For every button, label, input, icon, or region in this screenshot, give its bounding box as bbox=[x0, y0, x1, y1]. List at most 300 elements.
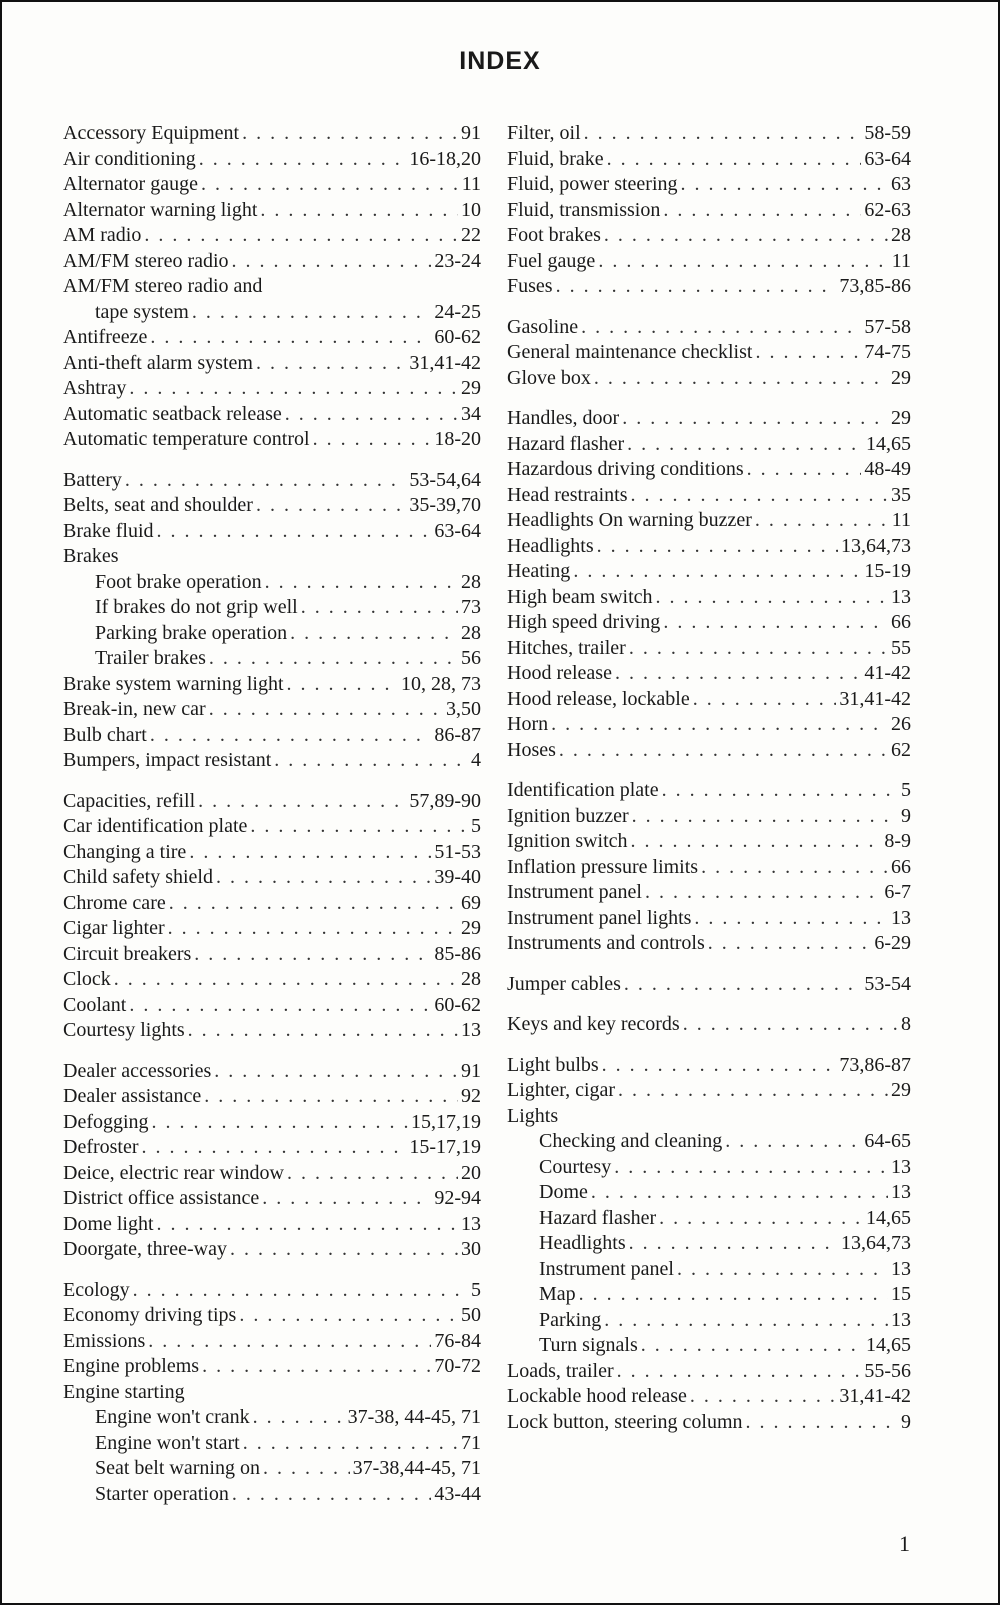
dot-leader bbox=[594, 367, 888, 390]
index-entry bbox=[63, 596, 481, 622]
index-entry bbox=[63, 1136, 481, 1162]
entry-pages: 8-9 bbox=[884, 830, 911, 852]
entry-pages: 60-62 bbox=[434, 993, 481, 1016]
dot-leader bbox=[242, 122, 458, 145]
dot-leader bbox=[287, 673, 398, 696]
index-entry bbox=[507, 973, 911, 999]
index-entry bbox=[507, 484, 911, 510]
entry-pages: 29 bbox=[891, 366, 911, 389]
entry-term: Emissions bbox=[63, 1329, 146, 1352]
entry-pages: 13 bbox=[461, 1019, 481, 1041]
dot-leader bbox=[157, 1213, 458, 1236]
entry-pages: 11 bbox=[461, 173, 481, 195]
index-entry bbox=[63, 571, 481, 597]
index-entry bbox=[507, 1013, 911, 1039]
entry-term: Lights bbox=[507, 1104, 559, 1127]
dot-leader bbox=[683, 1013, 898, 1036]
index-entry bbox=[63, 1457, 481, 1483]
entry-term: Instruments and controls bbox=[507, 932, 705, 954]
dot-leader bbox=[243, 1432, 458, 1455]
index-entry bbox=[507, 367, 911, 393]
entry-term: Courtesy lights bbox=[63, 1019, 185, 1041]
dot-leader bbox=[746, 1411, 898, 1434]
index-entry bbox=[507, 433, 911, 459]
dot-leader bbox=[144, 224, 458, 247]
entry-pages: 53-54 bbox=[864, 972, 911, 995]
index-entry bbox=[507, 535, 911, 561]
entry-pages: 64-65 bbox=[864, 1130, 911, 1152]
entry-pages: 57,89-90 bbox=[409, 789, 481, 812]
index-entry bbox=[63, 673, 481, 699]
entry-pages: 15-19 bbox=[864, 560, 911, 582]
entry-pages: 86-87 bbox=[434, 723, 481, 746]
dot-leader bbox=[659, 1207, 863, 1230]
entry-term: Car identification plate bbox=[63, 815, 248, 837]
entry-term: Headlights bbox=[539, 1232, 626, 1254]
entry-pages: 70-72 bbox=[434, 1355, 481, 1377]
dot-leader bbox=[631, 830, 882, 853]
dot-leader bbox=[214, 1060, 458, 1083]
entry-pages: 22 bbox=[461, 224, 481, 246]
entry-pages: 48-49 bbox=[864, 458, 911, 480]
index-entry bbox=[63, 122, 481, 148]
entry-pages: 30 bbox=[461, 1238, 481, 1260]
dot-leader bbox=[262, 1187, 431, 1210]
index-entry bbox=[63, 428, 481, 454]
index-entry bbox=[507, 1385, 911, 1411]
entry-pages: 4 bbox=[471, 749, 481, 771]
entry-term: Starter operation bbox=[95, 1482, 229, 1505]
entry-pages: 15,17,19 bbox=[411, 1110, 481, 1133]
entry-term: Courtesy bbox=[539, 1155, 612, 1178]
entry-pages: 24-25 bbox=[434, 300, 481, 323]
index-entry bbox=[63, 199, 481, 225]
index-entry bbox=[507, 199, 911, 225]
dot-leader bbox=[263, 1457, 350, 1480]
index-entry bbox=[63, 1019, 481, 1045]
index-entry bbox=[63, 1330, 481, 1356]
entry-pages: 85-86 bbox=[434, 942, 481, 965]
index-entry bbox=[507, 662, 911, 688]
index-entry bbox=[507, 560, 911, 586]
dot-leader bbox=[551, 713, 888, 736]
dot-leader bbox=[188, 1019, 458, 1042]
dot-leader bbox=[232, 250, 432, 273]
entry-term: Headlights On warning buzzer bbox=[507, 509, 752, 531]
dot-leader bbox=[232, 1483, 431, 1506]
entry-term: Brakes bbox=[63, 545, 119, 567]
entry-term: Fluid, transmission bbox=[507, 198, 661, 221]
dot-leader bbox=[708, 932, 872, 955]
dot-leader bbox=[169, 892, 458, 915]
entry-pages: 71 bbox=[461, 1431, 481, 1454]
entry-term: Ignition switch bbox=[507, 830, 628, 852]
dot-leader bbox=[604, 224, 888, 247]
entry-term: Economy driving tips bbox=[63, 1304, 237, 1326]
index-entry bbox=[63, 301, 481, 327]
entry-term: Checking and cleaning bbox=[539, 1130, 723, 1152]
entry-pages: 11 bbox=[891, 249, 911, 272]
entry-term: tape system bbox=[95, 300, 189, 323]
entry-term: Glove box bbox=[507, 366, 591, 389]
entry-term: If brakes do not grip well bbox=[95, 596, 298, 618]
entry-pages: 43-44 bbox=[434, 1482, 481, 1505]
entry-pages: 6-7 bbox=[884, 881, 911, 903]
entry-term: Ashtray bbox=[63, 377, 127, 399]
dot-leader bbox=[747, 458, 862, 481]
entry-term: Ecology bbox=[63, 1278, 130, 1301]
dot-leader bbox=[602, 1054, 837, 1077]
dot-leader bbox=[629, 1232, 838, 1255]
entry-term: AM/FM stereo radio bbox=[63, 249, 229, 272]
entry-pages: 57-58 bbox=[864, 315, 911, 338]
index-entry bbox=[507, 1334, 911, 1360]
entry-pages: 60-62 bbox=[434, 326, 481, 348]
index-entry bbox=[63, 403, 481, 429]
entry-term: Instrument panel bbox=[507, 881, 642, 903]
entry-term: Horn bbox=[507, 713, 549, 735]
dot-leader bbox=[725, 1130, 861, 1153]
dot-leader bbox=[253, 1406, 345, 1429]
entry-pages: 3,50 bbox=[446, 698, 481, 720]
index-entry bbox=[507, 1283, 911, 1309]
dot-leader bbox=[129, 377, 458, 400]
index-entry bbox=[63, 1483, 481, 1509]
page-number: 1 bbox=[899, 1531, 910, 1556]
entry-term: Battery bbox=[63, 468, 122, 491]
entry-term: Brake system warning light bbox=[63, 672, 284, 695]
entry-term: Filter, oil bbox=[507, 122, 581, 144]
entry-term: Lockable hood release bbox=[507, 1385, 687, 1407]
entry-pages: 5 bbox=[471, 1278, 481, 1301]
entry-term: Hazard flasher bbox=[539, 1206, 657, 1229]
entry-pages: 28 bbox=[461, 621, 481, 644]
entry-term: Heating bbox=[507, 560, 571, 582]
entry-pages: 53-54,64 bbox=[409, 468, 481, 491]
index-entry bbox=[507, 509, 911, 535]
entry-pages: 29 bbox=[461, 377, 481, 399]
dot-leader bbox=[597, 535, 838, 558]
index-entry bbox=[63, 943, 481, 969]
entry-pages: 14,65 bbox=[866, 1206, 911, 1229]
entry-term: Hazard flasher bbox=[507, 432, 625, 455]
index-entry bbox=[63, 968, 481, 994]
entry-term: Coolant bbox=[63, 993, 127, 1016]
dot-leader bbox=[201, 173, 459, 196]
index-entry bbox=[63, 1355, 481, 1381]
index-entry bbox=[63, 622, 481, 648]
entry-pages: 35 bbox=[891, 483, 911, 506]
dot-leader bbox=[632, 805, 898, 828]
entry-pages: 55 bbox=[891, 636, 911, 659]
index-entry bbox=[507, 1054, 911, 1080]
entry-term: Fluid, power steering bbox=[507, 173, 678, 195]
index-entry bbox=[507, 224, 911, 250]
entry-term: Bulb chart bbox=[63, 723, 147, 746]
entry-term: Hood release, lockable bbox=[507, 687, 690, 710]
dot-leader bbox=[285, 403, 458, 426]
index-entry bbox=[507, 932, 911, 958]
dot-leader bbox=[198, 790, 406, 813]
index-entry bbox=[63, 1060, 481, 1086]
entry-pages: 58-59 bbox=[864, 122, 911, 144]
index-entry bbox=[63, 545, 481, 571]
index-entry bbox=[507, 688, 911, 714]
dot-leader bbox=[627, 433, 863, 456]
entry-term: Parking brake operation bbox=[95, 621, 288, 644]
index-entry bbox=[63, 1162, 481, 1188]
entry-term: Inflation pressure limits bbox=[507, 855, 699, 878]
index-entry bbox=[63, 1279, 481, 1305]
dot-leader bbox=[662, 779, 898, 802]
index-entry bbox=[63, 724, 481, 750]
entry-pages: 66 bbox=[891, 855, 911, 878]
index-entry bbox=[63, 1304, 481, 1330]
entry-term: Antifreeze bbox=[63, 326, 148, 348]
dot-leader bbox=[624, 973, 861, 996]
dot-leader bbox=[114, 968, 458, 991]
entry-pages: 50 bbox=[461, 1304, 481, 1326]
entry-term: Instrument panel lights bbox=[507, 906, 692, 929]
index-entry bbox=[507, 739, 911, 765]
dot-leader bbox=[677, 1258, 888, 1281]
entry-term: Accessory Equipment bbox=[63, 122, 240, 144]
dot-leader bbox=[157, 520, 432, 543]
entry-pages: 31,41-42 bbox=[409, 351, 481, 374]
dot-leader bbox=[618, 1079, 888, 1102]
entry-pages: 8 bbox=[901, 1013, 911, 1035]
entry-term: Changing a tire bbox=[63, 840, 187, 863]
entry-term: Map bbox=[539, 1283, 576, 1305]
dot-leader bbox=[645, 881, 881, 904]
entry-pages: 73 bbox=[461, 596, 481, 618]
entry-pages: 29 bbox=[461, 917, 481, 939]
index-entry bbox=[507, 1156, 911, 1182]
entry-term: Dealer accessories bbox=[63, 1059, 212, 1082]
entry-term: Hitches, trailer bbox=[507, 636, 626, 659]
index-entry bbox=[507, 1181, 911, 1207]
entry-pages: 91 bbox=[461, 122, 481, 144]
dot-leader bbox=[573, 560, 861, 583]
entry-pages: 62-63 bbox=[864, 198, 911, 221]
entry-term: Loads, trailer bbox=[507, 1359, 614, 1382]
entry-pages: 63-64 bbox=[434, 519, 481, 542]
dot-leader bbox=[629, 637, 888, 660]
entry-pages: 74-75 bbox=[864, 341, 911, 363]
dot-leader bbox=[663, 611, 888, 634]
entry-pages: 76-84 bbox=[434, 1329, 481, 1352]
entry-term: Cigar lighter bbox=[63, 917, 165, 939]
index-entry bbox=[507, 907, 911, 933]
entry-pages: 13 bbox=[891, 1308, 911, 1331]
index-entry bbox=[507, 713, 911, 739]
entry-pages: 26 bbox=[891, 713, 911, 735]
dot-leader bbox=[614, 1156, 888, 1179]
dot-leader bbox=[681, 173, 888, 196]
entry-term: Identification plate bbox=[507, 779, 659, 801]
dot-leader bbox=[584, 122, 862, 145]
index-entry bbox=[63, 520, 481, 546]
index-entry bbox=[63, 892, 481, 918]
index-entry bbox=[507, 1309, 911, 1335]
dot-leader bbox=[556, 275, 837, 298]
index-entry bbox=[63, 1432, 481, 1458]
dot-leader bbox=[199, 148, 407, 171]
entry-term: AM radio bbox=[63, 224, 142, 246]
index-entry bbox=[63, 1381, 481, 1407]
entry-term: Head restraints bbox=[507, 483, 628, 506]
entry-term: Child safety shield bbox=[63, 866, 213, 888]
dot-leader bbox=[663, 199, 861, 222]
entry-term: Dealer assistance bbox=[63, 1085, 202, 1107]
entry-pages: 20 bbox=[461, 1161, 481, 1184]
dot-leader bbox=[274, 749, 468, 772]
index-entry bbox=[63, 749, 481, 775]
dot-leader bbox=[148, 1330, 431, 1353]
entry-pages: 41-42 bbox=[864, 662, 911, 684]
dot-leader bbox=[287, 1162, 458, 1185]
entry-term: Hoses bbox=[507, 738, 556, 761]
entry-pages: 73,85-86 bbox=[839, 275, 911, 297]
entry-pages: 9 bbox=[901, 1410, 911, 1433]
entry-pages: 9 bbox=[901, 804, 911, 827]
entry-term: Air conditioning bbox=[63, 147, 196, 170]
entry-pages: 91 bbox=[461, 1059, 481, 1082]
index-entry bbox=[63, 994, 481, 1020]
dot-leader bbox=[615, 662, 861, 685]
entry-term: Hood release bbox=[507, 662, 612, 684]
index-entry bbox=[507, 1232, 911, 1258]
index-entry bbox=[507, 316, 911, 342]
dot-leader bbox=[256, 494, 406, 517]
entry-term: Automatic seatback release bbox=[63, 402, 282, 425]
index-entry bbox=[507, 122, 911, 148]
dot-leader bbox=[607, 148, 862, 171]
entry-term: Fuel gauge bbox=[507, 249, 596, 272]
index-entry bbox=[507, 1258, 911, 1284]
index-entry bbox=[63, 148, 481, 174]
entry-term: Ignition buzzer bbox=[507, 804, 629, 827]
dot-leader bbox=[216, 866, 431, 889]
entry-term: Defogging bbox=[63, 1110, 149, 1133]
dot-leader bbox=[129, 994, 431, 1017]
entry-pages: 73,86-87 bbox=[839, 1053, 911, 1076]
entry-term: Deice, electric rear window bbox=[63, 1161, 284, 1184]
dot-leader bbox=[579, 1283, 888, 1306]
entry-pages: 29 bbox=[891, 1079, 911, 1101]
entry-term: Seat belt warning on bbox=[95, 1457, 260, 1479]
entry-pages: 92 bbox=[461, 1085, 481, 1107]
entry-pages: 28 bbox=[461, 968, 481, 990]
entry-pages: 5 bbox=[901, 779, 911, 801]
index-entry bbox=[507, 341, 911, 367]
dot-leader bbox=[209, 647, 458, 670]
entry-pages: 63 bbox=[891, 173, 911, 195]
index-entry bbox=[63, 275, 481, 301]
index-entry bbox=[63, 352, 481, 378]
dot-leader bbox=[690, 1385, 836, 1408]
dot-leader bbox=[313, 428, 432, 451]
index-entry bbox=[507, 856, 911, 882]
entry-pages: 35-39,70 bbox=[409, 494, 481, 516]
entry-pages: 62 bbox=[891, 738, 911, 761]
dot-leader bbox=[591, 1181, 888, 1204]
entry-term: Dome light bbox=[63, 1212, 154, 1235]
entry-pages: 10, 28, 73 bbox=[401, 672, 481, 695]
dot-leader bbox=[194, 943, 431, 966]
entry-pages: 10 bbox=[461, 198, 481, 221]
entry-term: Handles, door bbox=[507, 407, 620, 429]
index-entry bbox=[63, 841, 481, 867]
entry-pages: 56 bbox=[461, 647, 481, 669]
entry-term: Dome bbox=[539, 1181, 588, 1203]
entry-pages: 34 bbox=[461, 402, 481, 425]
entry-pages: 14,65 bbox=[866, 1334, 911, 1356]
index-entry bbox=[507, 881, 911, 907]
entry-term: Gasoline bbox=[507, 315, 579, 338]
entry-term: Circuit breakers bbox=[63, 942, 192, 965]
dot-leader bbox=[209, 698, 443, 721]
dot-leader bbox=[192, 301, 431, 324]
dot-leader bbox=[617, 1360, 862, 1383]
entry-term: District office assistance bbox=[63, 1187, 260, 1209]
entry-term: Automatic temperature control bbox=[63, 428, 310, 450]
dot-leader bbox=[622, 407, 888, 430]
entry-term: Keys and key records bbox=[507, 1013, 680, 1035]
entry-pages: 13 bbox=[891, 1181, 911, 1203]
entry-term: Fluid, brake bbox=[507, 147, 604, 170]
entry-term: Engine won't start bbox=[95, 1431, 240, 1454]
entry-term: Foot brake operation bbox=[95, 570, 262, 593]
index-entry bbox=[507, 458, 911, 484]
index-entry bbox=[507, 1207, 911, 1233]
entry-term: General maintenance checklist bbox=[507, 341, 753, 363]
index-entry bbox=[507, 805, 911, 831]
index-entry bbox=[63, 1406, 481, 1432]
entry-term: High speed driving bbox=[507, 611, 661, 633]
index-entry bbox=[63, 326, 481, 352]
dot-leader bbox=[604, 1309, 888, 1332]
dot-leader bbox=[260, 199, 458, 222]
entry-term: Anti-theft alarm system bbox=[63, 351, 253, 374]
entry-term: Brake fluid bbox=[63, 519, 154, 542]
entry-pages: 6-29 bbox=[874, 932, 911, 954]
entry-pages: 13 bbox=[891, 585, 911, 608]
dot-leader bbox=[631, 484, 888, 507]
dot-leader bbox=[239, 1304, 458, 1327]
index-entry bbox=[63, 224, 481, 250]
index-entry bbox=[63, 866, 481, 892]
index-entry bbox=[507, 1130, 911, 1156]
entry-term: Light bulbs bbox=[507, 1053, 599, 1076]
entry-pages: 63-64 bbox=[864, 147, 911, 170]
index-entry bbox=[507, 637, 911, 663]
dot-leader bbox=[694, 907, 888, 930]
entry-term: Bumpers, impact resistant bbox=[63, 749, 272, 771]
index-entry bbox=[507, 830, 911, 856]
index-entry bbox=[63, 250, 481, 276]
index-entry bbox=[507, 1079, 911, 1105]
entry-pages: 5 bbox=[471, 815, 481, 837]
entry-pages: 11 bbox=[891, 509, 911, 531]
index-entry bbox=[63, 917, 481, 943]
page-title: INDEX bbox=[459, 47, 541, 75]
dot-leader bbox=[641, 1334, 863, 1357]
dot-leader bbox=[133, 1279, 468, 1302]
index-entry bbox=[507, 779, 911, 805]
entry-term: Trailer brakes bbox=[95, 647, 206, 669]
index-entry bbox=[63, 494, 481, 520]
